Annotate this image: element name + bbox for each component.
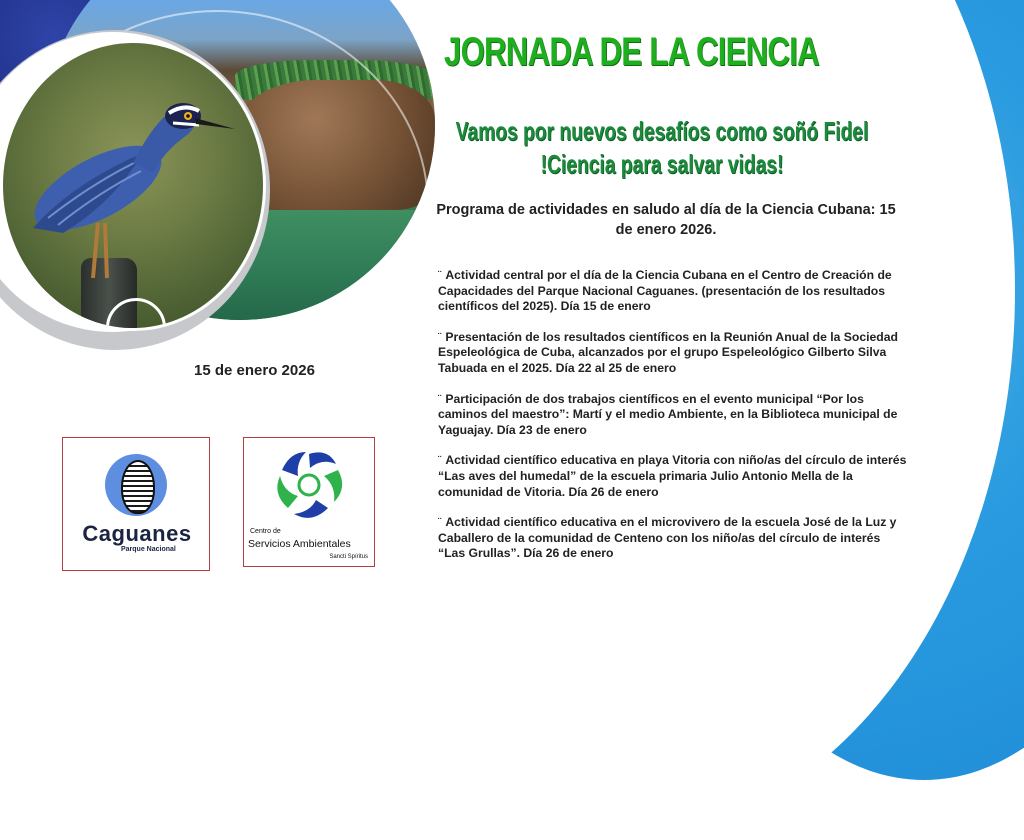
list-item (438, 392, 908, 439)
activity-text: Presentación de los resultados científicos en la Reunión Anual de la Sociedad Espeleológica de Cuba, alcanzados por el grupo Espeleológico Gilberto Silva Tabuada en el 2025. Día 22 al 25 de enero (438, 329, 898, 375)
logo-subtitle: Parque Nacional (121, 546, 176, 553)
logo-line-2: Servicios Ambientales (248, 538, 351, 550)
list-item (438, 453, 908, 500)
bullet: ¨ (438, 393, 442, 405)
bullet: ¨ (438, 331, 442, 343)
program-heading: Programa de actividades en saludo al día de la Ciencia Cubana: 15 de enero 2026. (436, 202, 896, 238)
activity-text: Actividad científico educativa en el microvivero de la escuela José de la Luz y Caballero de la comunidad de Centeno con los niño/as del círculo de interés “Las Grullas”. Día 26 de enero (438, 515, 897, 561)
servicios-ambientales-logo (243, 437, 375, 567)
logo-line-1: Centro de (250, 528, 281, 535)
shell-icon (121, 460, 155, 514)
activity-text: Actividad científico educativa en playa Vitoria con niño/as del círculo de interés “Las aves del humedal” de la escuela primaria Julio Antonio Mella de la comunidad de Vitoria. Día 26 de enero (438, 453, 907, 499)
activity-text: Participación de dos trabajos científicos en el evento municipal “Por los caminos del maestro”: Martí y el medio Ambiente, en la Biblioteca municipal de Yaguajay. Día 23 de enero (438, 391, 898, 437)
slogan (440, 115, 884, 181)
event-date: 15 de enero 2026 (194, 362, 315, 379)
list-item (438, 515, 908, 562)
slogan-line-2: !Ciencia para salvar vidas! (540, 149, 784, 179)
logo-circle (105, 454, 167, 516)
slogan-line-1: Vamos por nuevos desafíos como soñó Fidel (455, 116, 869, 146)
caguanes-logo (62, 437, 210, 571)
list-item (438, 330, 908, 377)
activity-list (438, 268, 908, 577)
activity-text: Actividad central por el día de la Ciencia Cubana en el Centro de Creación de Capacidades del Parque Nacional Caguanes. (presentación de los resultados científicos del 2025). Día 15 de enero (438, 268, 892, 314)
heron-photo (0, 40, 266, 331)
bullet: ¨ (438, 270, 442, 281)
bullet: ¨ (438, 455, 442, 467)
logo-name: Caguanes (82, 521, 192, 546)
swirl-emblem-icon (270, 444, 348, 526)
logo-location: Sancti Spíritus (329, 554, 368, 560)
heron-bird-icon (3, 43, 263, 328)
page-title: JORNADA DE LA CIENCIA (444, 30, 819, 74)
list-item (438, 268, 908, 315)
bullet: ¨ (438, 517, 442, 529)
